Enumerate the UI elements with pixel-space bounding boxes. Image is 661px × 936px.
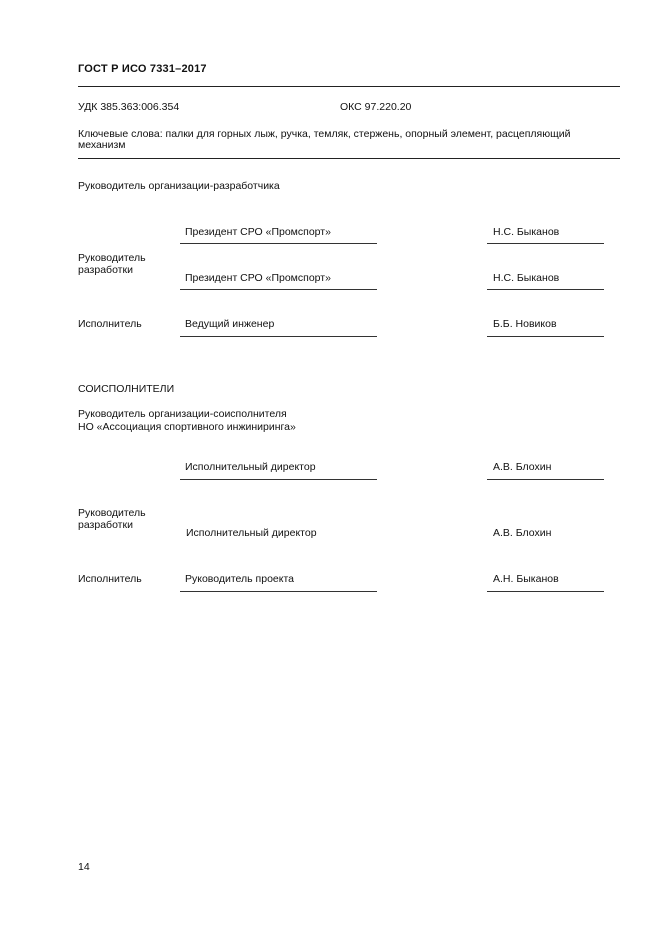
position-text: Президент СРО «Промспорт» bbox=[185, 272, 331, 284]
co-executor-org-label-line-1: Руководитель организации-соисполнителя bbox=[78, 408, 287, 420]
position-text: Руководитель проекта bbox=[185, 573, 295, 585]
meta-rule bbox=[78, 158, 620, 159]
position-text: Ведущий инженер bbox=[185, 318, 275, 330]
signature-line bbox=[180, 243, 377, 244]
position-text: Исполнительный директор bbox=[185, 461, 316, 473]
developer-org-label: Руководитель организации-разработчика bbox=[78, 180, 280, 192]
role-label-line-1: Руководитель bbox=[78, 252, 146, 264]
keywords-line-2: механизм bbox=[78, 139, 126, 151]
name-underline bbox=[487, 591, 604, 592]
role-label-line-2: разработки bbox=[78, 264, 133, 276]
role-label: Исполнитель bbox=[78, 318, 142, 330]
name-underline bbox=[487, 479, 604, 480]
signature-line bbox=[180, 479, 377, 480]
oks-code: ОКС 97.220.20 bbox=[340, 101, 412, 113]
signatory-name: Н.С. Быканов bbox=[493, 272, 560, 284]
position-text: Президент СРО «Промспорт» bbox=[185, 226, 331, 238]
role-label: Исполнитель bbox=[78, 573, 142, 585]
signature-line bbox=[180, 591, 377, 592]
page-number: 14 bbox=[78, 861, 90, 873]
role-label-line-2: разработки bbox=[78, 519, 133, 531]
signatory-name: А.В. Блохин bbox=[493, 527, 552, 539]
role-label-line-1: Руководитель bbox=[78, 507, 146, 519]
udk-code: УДК 385.363:006.354 bbox=[78, 101, 180, 113]
header-rule bbox=[78, 86, 620, 87]
name-underline bbox=[487, 243, 604, 244]
name-underline bbox=[487, 336, 604, 337]
signatory-name: Б.Б. Новиков bbox=[493, 318, 557, 330]
signatory-name: А.Н. Быканов bbox=[493, 573, 559, 585]
signatory-name: А.В. Блохин bbox=[493, 461, 552, 473]
co-executor-org-label-line-2: НО «Ассоциация спортивного инжиниринга» bbox=[78, 421, 296, 433]
signatory-name: Н.С. Быканов bbox=[493, 226, 560, 238]
co-executors-heading: СОИСПОЛНИТЕЛИ bbox=[78, 383, 175, 395]
position-text: Исполнительный директор bbox=[186, 527, 317, 539]
signature-line bbox=[180, 336, 377, 337]
signature-line bbox=[180, 289, 377, 290]
standard-header: ГОСТ Р ИСО 7331–2017 bbox=[78, 63, 207, 75]
name-underline bbox=[487, 289, 604, 290]
keywords-line-1: Ключевые слова: палки для горных лыж, ручка, темляк, стержень, опорный элемент, расцепляющий bbox=[78, 128, 571, 140]
